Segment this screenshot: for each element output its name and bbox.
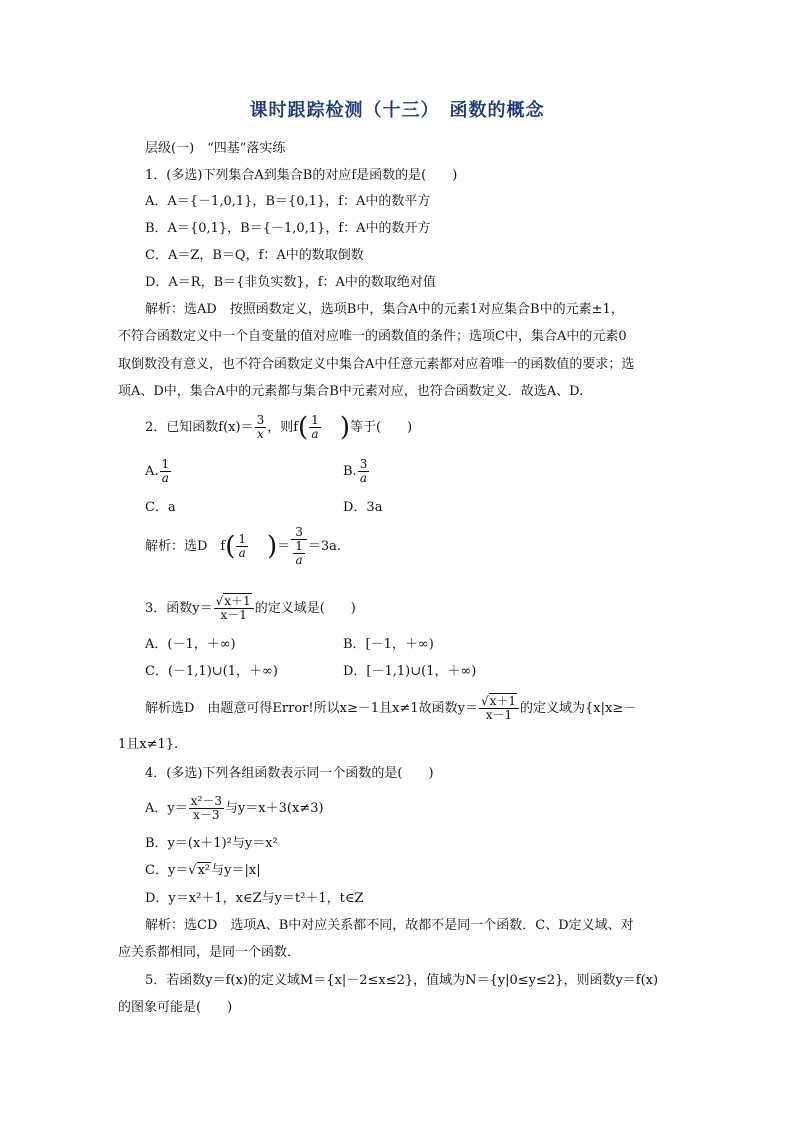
q2-fraction-den: x [256, 427, 264, 441]
q4-option-d: D．y＝x²＋1，x∈Z与y＝t²＋1，t∈Z [145, 891, 364, 906]
q4-option-c: C．y＝√x²与y＝|x| [145, 863, 261, 878]
q4-option-a-num: x²－3 [190, 794, 222, 808]
q1-solution-line3: 取倒数没有意义，也不符合函数定义中集合A中任意元素都对应着唯一的函数值的要求；选 [118, 357, 635, 372]
q2-option-b-fraction [358, 458, 370, 485]
q2-solution-nested-fraction [293, 540, 305, 567]
q2-solution [145, 526, 341, 567]
q3-option-d: D．[－1,1)∪(1，＋∞) [343, 664, 477, 679]
q2-option-c: C．a [145, 500, 176, 515]
q4-option-b: B．y＝(x＋1)²与y＝x² [145, 836, 278, 851]
q3-stem-pre: 3．函数y＝ [145, 601, 213, 616]
q2-option-a-label: A. [145, 464, 159, 479]
q4-option-a-fraction [189, 795, 224, 822]
q4-solution-line2: 应关系都相同，是同一个函数． [118, 945, 301, 960]
q1-stem: 1．(多选)下列集合A到集合B的对应f是函数的是( ) [145, 168, 458, 183]
q4-option-c-post: 与y＝|x| [211, 863, 261, 878]
q2-arg-fraction [309, 414, 321, 441]
q1-option-b: B．A＝{0,1}，B＝{－1,0,1}，f：A中的数开方 [145, 221, 431, 236]
q3-solution-line2: 1且x≠1}. [118, 737, 179, 752]
q4-option-a [145, 793, 324, 825]
q4-option-c-pre: C．y＝ [145, 863, 189, 878]
q2-option-d: D．3a [343, 500, 383, 515]
q2-arg-num: 1 [311, 413, 319, 427]
q3-solution-fraction [479, 695, 519, 722]
q2-solution-fraction [291, 526, 307, 567]
q2-option-b-num: 3 [359, 457, 368, 471]
q2-option-b-label: B. [343, 464, 357, 479]
q2-stem-mid: ，则f [267, 420, 299, 435]
q2-stem-pre: 2．已知函数f(x)＝ [145, 420, 254, 435]
q3-solution-pre: 解析选D 由题意可得Error!所以x≥－1且x≠1故函数y＝ [145, 701, 478, 716]
q2-solution-post: ＝3a. [307, 539, 342, 554]
q2-fraction-num: 3 [256, 413, 265, 427]
q3-stem-post: 的定义域是( ) [254, 601, 356, 616]
q2-right-paren: ) [339, 412, 350, 443]
level-heading: 层级(一) “四基”落实练 [145, 141, 286, 156]
q3-fraction-den: x－1 [220, 608, 247, 622]
q2-solution-pre: 解析：选D f [145, 539, 226, 554]
q4-solution-line1: 解析：选CD 选项A、B中对应关系都不同，故都不是同一个函数．C、D定义域、对 [145, 918, 634, 933]
q2-option-a [145, 457, 172, 487]
q3-fraction-num: √x＋1 [214, 595, 254, 609]
q3-solution-den: x－1 [485, 708, 513, 722]
q1-option-c: C．A＝Z，B＝Q，f：A中的数取倒数 [145, 248, 364, 263]
q2-solution-arg-den: a [238, 546, 246, 560]
q2-solution-den [291, 540, 307, 567]
q1-solution-line4: 项A、D中，集合A中的元素都与集合B中元素对应，也符合函数定义．故选A、D. [118, 384, 584, 399]
q2-option-a-fraction [160, 458, 172, 485]
q2-solution-arg-num: 1 [238, 532, 247, 546]
q2-option-a-num: 1 [161, 457, 170, 471]
q4-option-a-post: 与y＝x＋3(x≠3) [224, 801, 324, 816]
q5-stem-line1: 5．若函数y＝f(x)的定义域M＝{x|－2≤x≤2}，值域为N＝{y|0≤y≤2}，则函数y＝f(x) [145, 973, 659, 988]
q5-stem-line2: 的图象可能是( ) [118, 1000, 233, 1015]
q2-stem [145, 414, 412, 442]
q2-solution-nested-den: a [295, 553, 303, 567]
q2-solution-left-paren: ( [225, 531, 236, 562]
q1-solution-line1: 解析：选AD 按照函数定义，选项B中，集合A中的元素1对应集合B中的元素±1， [145, 302, 624, 317]
q2-solution-right-paren: ) [267, 531, 278, 562]
q2-left-paren: ( [298, 412, 309, 443]
q3-solution-radicand: x＋1 [489, 694, 517, 708]
q1-solution-line2: 不符合函数定义中一个自变量的值对应唯一的函数值的条件；选项C中，集合A中的元素0 [118, 329, 627, 344]
q3-fraction [214, 595, 254, 622]
q2-solution-arg-fraction [236, 533, 248, 560]
q4-option-c-radicand: x² [197, 863, 211, 878]
q3-solution-line1 [145, 692, 636, 726]
q2-option-b-den: a [359, 471, 368, 485]
q4-option-a-pre: A．y＝ [145, 801, 188, 816]
q2-option-b [343, 457, 370, 487]
q2-arg-den: a [311, 427, 319, 441]
q4-stem: 4．(多选)下列各组函数表示同一个函数的是( ) [145, 766, 434, 781]
q3-stem [145, 593, 356, 625]
q3-solution-post: 的定义域为{x|x≥－ [520, 701, 637, 716]
q2-solution-eq: ＝ [277, 539, 291, 554]
q3-option-b: B．[－1，＋∞) [343, 637, 434, 652]
q2-solution-num: 3 [291, 526, 307, 540]
q2-solution-nested-num: 1 [295, 539, 303, 553]
q1-option-a: A．A＝{－1,0,1}，B＝{0,1}，f：A中的数平方 [145, 194, 431, 209]
q2-fraction [255, 414, 267, 441]
q2-stem-post: 等于( ) [349, 420, 413, 435]
q2-option-a-den: a [161, 471, 169, 485]
q3-option-c: C．(－1,1)∪(1，＋∞) [145, 664, 278, 679]
q3-solution-num: √x＋1 [479, 695, 519, 709]
q3-fraction-radicand: x＋1 [224, 594, 251, 608]
q4-option-a-den: x－3 [193, 808, 220, 822]
q1-option-d: D．A＝R，B＝{非负实数}，f：A中的数取绝对值 [145, 275, 436, 290]
q3-option-a: A．(－1，＋∞) [145, 637, 236, 652]
page-title: 课时跟踪检测（十三） 函数的概念 [249, 100, 545, 121]
